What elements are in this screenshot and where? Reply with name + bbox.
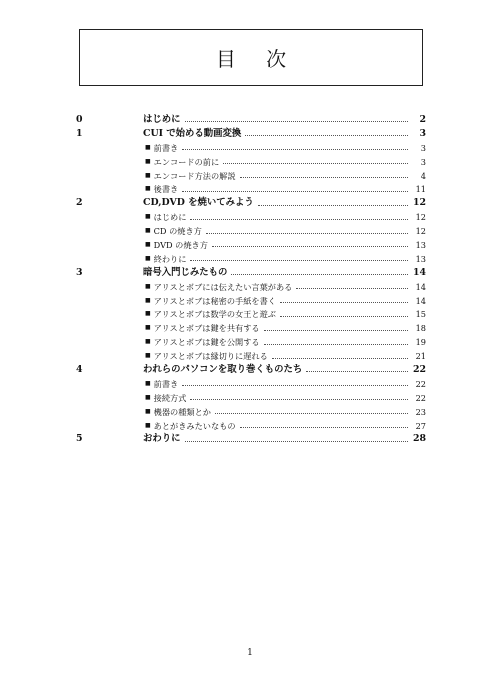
toc-entry xyxy=(145,157,426,167)
toc-chapter-row[interactable] xyxy=(76,196,426,210)
section-title: 接続方式 xyxy=(153,392,187,403)
toc-section-row[interactable] xyxy=(76,280,426,294)
dot-leader xyxy=(185,441,408,442)
dot-leader xyxy=(280,302,408,303)
toc-section-row[interactable] xyxy=(76,224,426,238)
chapter-number: 0 xyxy=(76,113,83,125)
toc-chapter-row[interactable] xyxy=(76,127,426,141)
toc-entry xyxy=(143,198,426,208)
toc-entry xyxy=(145,240,426,250)
bullet-icon: ■ xyxy=(145,352,151,360)
dot-leader xyxy=(231,274,408,275)
section-title: あとがきみたいなもの xyxy=(153,420,236,431)
dot-leader xyxy=(185,121,408,122)
section-title: アリスとボブは秘密の手紙を書く xyxy=(153,295,276,306)
toc-page-number: 15 xyxy=(415,309,426,320)
toc-page-number: 23 xyxy=(415,406,426,417)
chapter-title: CD,DVD を焼いてみよう xyxy=(143,197,254,209)
chapter-title: はじめに xyxy=(143,113,181,125)
toc-chapter-row[interactable] xyxy=(76,363,426,377)
toc-entry xyxy=(143,365,426,375)
section-title: DVD の焼き方 xyxy=(153,239,208,250)
bullet-icon: ■ xyxy=(145,157,151,165)
toc-section-row[interactable] xyxy=(76,307,426,321)
section-title: 前書き xyxy=(153,142,179,153)
section-title: はじめに xyxy=(153,212,187,223)
chapter-title: CUI で始める動画変換 xyxy=(143,127,242,139)
section-title: 後書き xyxy=(153,184,179,195)
toc-entry xyxy=(145,323,426,333)
toc-section-row[interactable] xyxy=(76,294,426,308)
chapter-number: 4 xyxy=(76,363,83,375)
dot-leader xyxy=(190,260,408,261)
bullet-icon: ■ xyxy=(145,379,151,387)
toc-section-row[interactable] xyxy=(76,335,426,349)
toc-page-number: 12 xyxy=(412,197,426,209)
toc-page-number: 19 xyxy=(415,337,426,348)
toc-entry xyxy=(145,337,426,347)
toc-page-number: 13 xyxy=(415,239,426,250)
toc-page-number: 22 xyxy=(412,363,426,375)
chapter-title: おわりに xyxy=(143,433,181,445)
toc-entry xyxy=(143,434,426,444)
toc-page-number: 18 xyxy=(415,323,426,334)
toc-page-number: 14 xyxy=(415,281,426,292)
section-title: アリスとボブは鍵を共有する xyxy=(153,323,260,334)
toc-page-number: 12 xyxy=(415,212,426,223)
toc-section-row[interactable] xyxy=(76,169,426,183)
toc-entry xyxy=(145,212,426,222)
toc-page-number: 2 xyxy=(419,113,426,125)
bullet-icon: ■ xyxy=(145,282,151,290)
toc-chapter-row[interactable] xyxy=(76,432,426,446)
toc-page-number: 22 xyxy=(415,392,426,403)
dot-leader xyxy=(223,163,408,164)
toc-section-row[interactable] xyxy=(76,141,426,155)
dot-leader xyxy=(190,399,408,400)
bullet-icon: ■ xyxy=(145,310,151,318)
dot-leader xyxy=(240,177,408,178)
dot-leader xyxy=(190,219,408,220)
section-title: アリスとボブは数学の女王と遊ぶ xyxy=(153,309,276,320)
toc-entry xyxy=(143,129,426,139)
dot-leader xyxy=(264,330,408,331)
section-title: アリスとボブは縁切りに遅れる xyxy=(153,351,268,362)
section-title: エンコード方法の解説 xyxy=(153,170,236,181)
toc-entry xyxy=(145,421,426,431)
bullet-icon: ■ xyxy=(145,338,151,346)
bullet-icon: ■ xyxy=(145,185,151,193)
toc-page-number: 13 xyxy=(415,253,426,264)
toc-page-number: 21 xyxy=(415,351,426,362)
dot-leader xyxy=(296,288,408,289)
toc-page-number: 12 xyxy=(415,226,426,237)
toc-page-number: 22 xyxy=(415,378,426,389)
dot-leader xyxy=(182,385,408,386)
section-title: 前書き xyxy=(153,378,179,389)
toc-entry xyxy=(145,226,426,236)
toc-section-row[interactable] xyxy=(76,155,426,169)
bullet-icon: ■ xyxy=(145,421,151,429)
bullet-icon: ■ xyxy=(145,227,151,235)
dot-leader xyxy=(215,413,408,414)
toc-section-row[interactable] xyxy=(76,210,426,224)
chapter-number: 2 xyxy=(76,197,83,209)
section-title: アリスとボブには伝えたい言葉がある xyxy=(153,281,293,292)
toc-section-row[interactable] xyxy=(76,419,426,433)
toc-page-number: 3 xyxy=(419,127,426,139)
section-title: 終わりに xyxy=(153,253,187,264)
page-number: 1 xyxy=(247,648,253,658)
title-box xyxy=(79,29,423,86)
bullet-icon: ■ xyxy=(145,240,151,248)
toc-chapter-row[interactable] xyxy=(76,113,426,127)
bullet-icon: ■ xyxy=(145,254,151,262)
toc-page-number: 28 xyxy=(412,433,426,445)
dot-leader xyxy=(240,427,408,428)
bullet-icon: ■ xyxy=(145,213,151,221)
toc-section-row[interactable] xyxy=(76,252,426,266)
dot-leader xyxy=(264,344,408,345)
toc-section-row[interactable] xyxy=(76,238,426,252)
dot-leader xyxy=(306,371,408,372)
toc-entry xyxy=(145,184,426,194)
toc-page-number: 11 xyxy=(415,184,426,195)
toc-entry xyxy=(145,282,426,292)
toc-page-number: 3 xyxy=(420,156,426,167)
chapter-number: 3 xyxy=(76,266,83,278)
toc-entry xyxy=(143,268,426,278)
dot-leader xyxy=(280,316,408,317)
dot-leader xyxy=(245,135,408,136)
toc-entry xyxy=(145,309,426,319)
toc-entry xyxy=(145,296,426,306)
bullet-icon: ■ xyxy=(145,296,151,304)
toc-section-row[interactable] xyxy=(76,391,426,405)
dot-leader xyxy=(272,358,408,359)
dot-leader xyxy=(182,191,408,192)
toc-entry xyxy=(145,351,426,361)
section-title: エンコードの前に xyxy=(153,156,220,167)
toc-section-row[interactable] xyxy=(76,405,426,419)
bullet-icon: ■ xyxy=(145,324,151,332)
toc-page-number: 14 xyxy=(412,266,426,278)
toc-section-row[interactable] xyxy=(76,182,426,196)
toc-page-number: 4 xyxy=(420,170,426,181)
toc-entry xyxy=(145,254,426,264)
dot-leader xyxy=(212,246,408,247)
chapter-title: われらのパソコンを取り巻くものたち xyxy=(143,363,303,375)
toc-section-row[interactable] xyxy=(76,377,426,391)
toc-page-number: 14 xyxy=(415,295,426,306)
bullet-icon: ■ xyxy=(145,393,151,401)
toc-section-row[interactable] xyxy=(76,321,426,335)
toc-entry xyxy=(145,379,426,389)
toc-entry xyxy=(145,393,426,403)
dot-leader xyxy=(182,149,408,150)
section-title: アリスとボブは鍵を公開する xyxy=(153,337,260,348)
bullet-icon: ■ xyxy=(145,407,151,415)
chapter-number: 5 xyxy=(76,433,83,445)
toc-page-number: 3 xyxy=(420,142,426,153)
toc-page-number: 27 xyxy=(415,420,426,431)
section-title: CD の焼き方 xyxy=(153,226,202,237)
dot-leader xyxy=(206,233,408,234)
toc-entry xyxy=(145,143,426,153)
chapter-title: 暗号入門じみたもの xyxy=(143,266,228,278)
toc-entry xyxy=(145,407,426,417)
toc-entry xyxy=(145,171,426,181)
page-title: 目 次 xyxy=(215,47,299,71)
section-title: 機器の種類とか xyxy=(153,406,211,417)
toc-entry xyxy=(143,115,426,125)
table-of-contents xyxy=(76,113,426,446)
toc-section-row[interactable] xyxy=(76,349,426,363)
bullet-icon: ■ xyxy=(145,171,151,179)
chapter-number: 1 xyxy=(76,127,83,139)
bullet-icon: ■ xyxy=(145,143,151,151)
dot-leader xyxy=(258,205,408,206)
toc-chapter-row[interactable] xyxy=(76,266,426,280)
